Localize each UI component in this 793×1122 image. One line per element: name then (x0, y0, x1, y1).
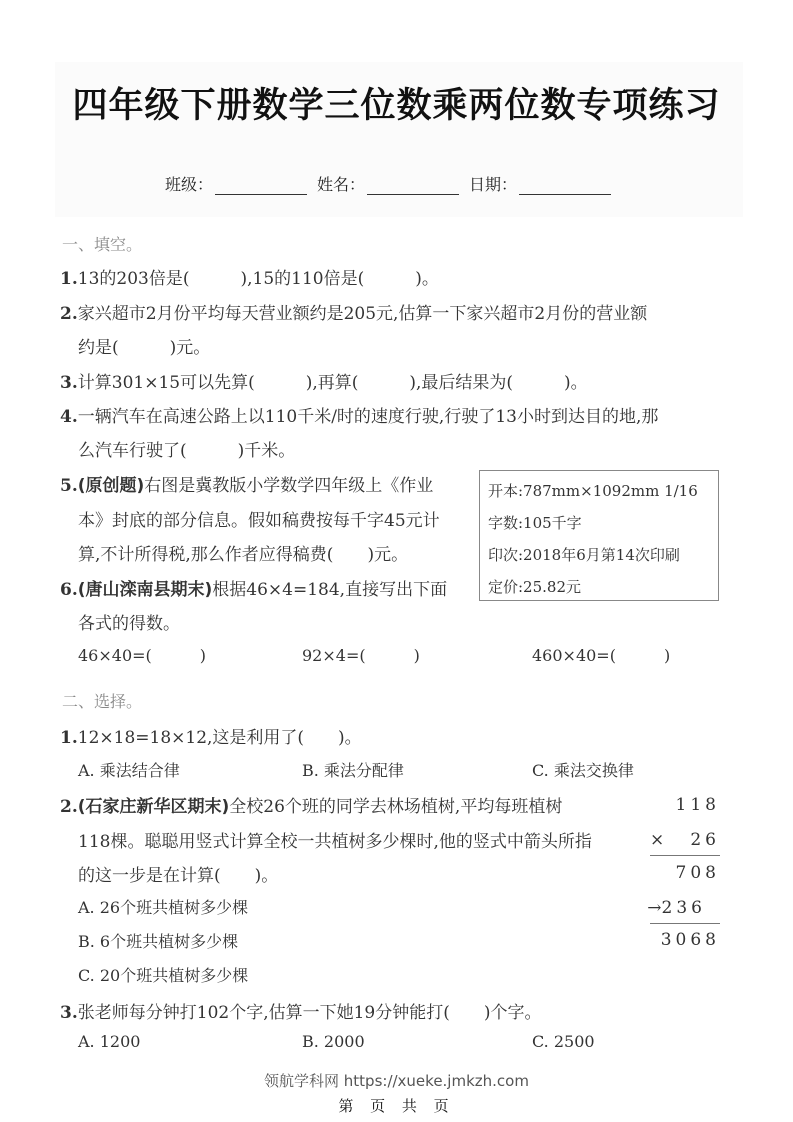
question-source: (石家庄新华区期末) (77, 797, 230, 817)
calc-rule-1 (650, 855, 720, 856)
calc-multiplier: 26 (690, 830, 720, 850)
class-field[interactable] (165, 172, 307, 195)
info-printing: 印次:2018年6月第14次印刷 (488, 546, 680, 564)
question-text: 一辆汽车在高速公路上以110千米/时的速度行驶,行驶了13小时到达目的地,那 (77, 407, 659, 427)
info-price: 定价:25.82元 (488, 578, 581, 596)
question-text: 张老师每分钟打102个字,估算一下她19分钟能打( )个字。 (77, 1003, 542, 1023)
question-number: 3. (60, 1003, 78, 1023)
date-field[interactable] (469, 172, 611, 195)
s2-question-2-cont1: 118棵。聪聪用竖式计算全校一共植树多少棵时,他的竖式中箭头所指 (78, 832, 592, 852)
page-title: 四年级下册数学三位数乘两位数专项练习 (72, 86, 721, 126)
s2-q3-option-c[interactable]: C. 2500 (532, 1032, 595, 1051)
question-text: 12×18=18×12,这是利用了( )。 (77, 728, 362, 748)
s2-q1-option-c[interactable]: C. 乘法交换律 (532, 761, 634, 780)
footer-page-number: 第 页 共 页 (338, 1097, 455, 1115)
s1-question-2-cont: 约是( )元。 (78, 338, 211, 358)
s1-question-6 (60, 575, 447, 600)
s2-q2-option-b[interactable]: B. 6个班共植树多少棵 (78, 932, 239, 951)
book-info-box (479, 470, 719, 601)
s1-q6-item-1: 46×40=( ) (78, 646, 207, 665)
s1-q6-item-3: 460×40=( ) (532, 646, 671, 665)
arrow-right-icon: → (647, 898, 662, 918)
info-format: 开本:787mm×1092mm 1/16 (488, 482, 698, 500)
s1-question-1 (60, 264, 439, 289)
question-text: 计算301×15可以先算( ),再算( ),最后结果为( )。 (77, 373, 588, 393)
s2-question-2-cont2: 的这一步是在计算( )。 (78, 866, 279, 886)
s2-q3-option-a[interactable]: A. 1200 (78, 1032, 141, 1051)
question-source: (唐山滦南县期末) (77, 580, 213, 600)
calc-times-sign: × (650, 830, 669, 850)
name-blank[interactable] (367, 178, 459, 195)
question-number: 1. (60, 728, 78, 748)
s2-q2-option-a[interactable]: A. 26个班共植树多少棵 (78, 898, 249, 917)
calc-partial-2: 236 (661, 898, 706, 918)
calc-rule-2 (650, 923, 720, 924)
footer-source-link[interactable]: 领航学科网 https://xueke.jmkzh.com (264, 1072, 529, 1090)
section2-title: 二、选择。 (62, 692, 143, 711)
s2-q3-option-b[interactable]: B. 2000 (302, 1032, 365, 1051)
class-label: 班级： (165, 175, 214, 194)
s2-q1-option-a[interactable]: A. 乘法结合律 (78, 761, 180, 780)
s1-question-5-cont2: 算,不计所得税,那么作者应得稿费( )元。 (78, 545, 409, 565)
calc-result: 3068 (660, 930, 720, 950)
s1-question-2 (60, 299, 647, 324)
s2-question-1 (60, 723, 362, 748)
question-source: (原创题) (77, 476, 145, 496)
class-blank[interactable] (215, 178, 307, 195)
question-number: 4. (60, 407, 78, 427)
s1-question-3 (60, 368, 588, 393)
date-label: 日期： (469, 175, 518, 194)
question-number: 3. (60, 373, 78, 393)
question-number: 2. (60, 304, 78, 324)
info-word-count: 字数:105千字 (488, 514, 582, 532)
question-text: 根据46×4=184,直接写出下面 (212, 580, 448, 600)
s2-q2-option-c[interactable]: C. 20个班共植树多少棵 (78, 966, 249, 985)
s1-question-4-cont: 么汽车行驶了( )千米。 (78, 441, 296, 461)
question-text: 全校26个班的同学去林场植树,平均每班植树 (229, 797, 563, 817)
question-text: 13的203倍是( ),15的110倍是( )。 (77, 269, 439, 289)
question-text: 右图是冀教版小学数学四年级上《作业 (144, 476, 434, 496)
question-number: 6. (60, 580, 78, 600)
s2-question-3 (60, 998, 542, 1023)
date-blank[interactable] (519, 178, 611, 195)
calc-partial-2-row (647, 898, 706, 918)
s2-question-2 (60, 792, 562, 817)
s1-question-5-cont1: 本》封底的部分信息。假如稿费按每千字45元计 (78, 511, 440, 531)
calc-multiplicand: 118 (675, 795, 720, 815)
s2-q1-option-b[interactable]: B. 乘法分配律 (302, 761, 404, 780)
name-label: 姓名： (317, 175, 366, 194)
section1-title: 一、填空。 (62, 235, 143, 254)
question-number: 5. (60, 476, 78, 496)
student-info-line (165, 172, 611, 195)
question-number: 2. (60, 797, 78, 817)
s1-question-4 (60, 402, 658, 427)
question-text: 家兴超市2月份平均每天营业额约是205元,估算一下家兴超市2月份的营业额 (77, 304, 648, 324)
s1-question-6-cont: 各式的得数。 (78, 614, 180, 634)
question-number: 1. (60, 269, 78, 289)
name-field[interactable] (317, 172, 459, 195)
s1-q6-item-2: 92×4=( ) (302, 646, 420, 665)
calc-partial-1: 708 (675, 863, 720, 883)
s1-question-5 (60, 471, 433, 496)
